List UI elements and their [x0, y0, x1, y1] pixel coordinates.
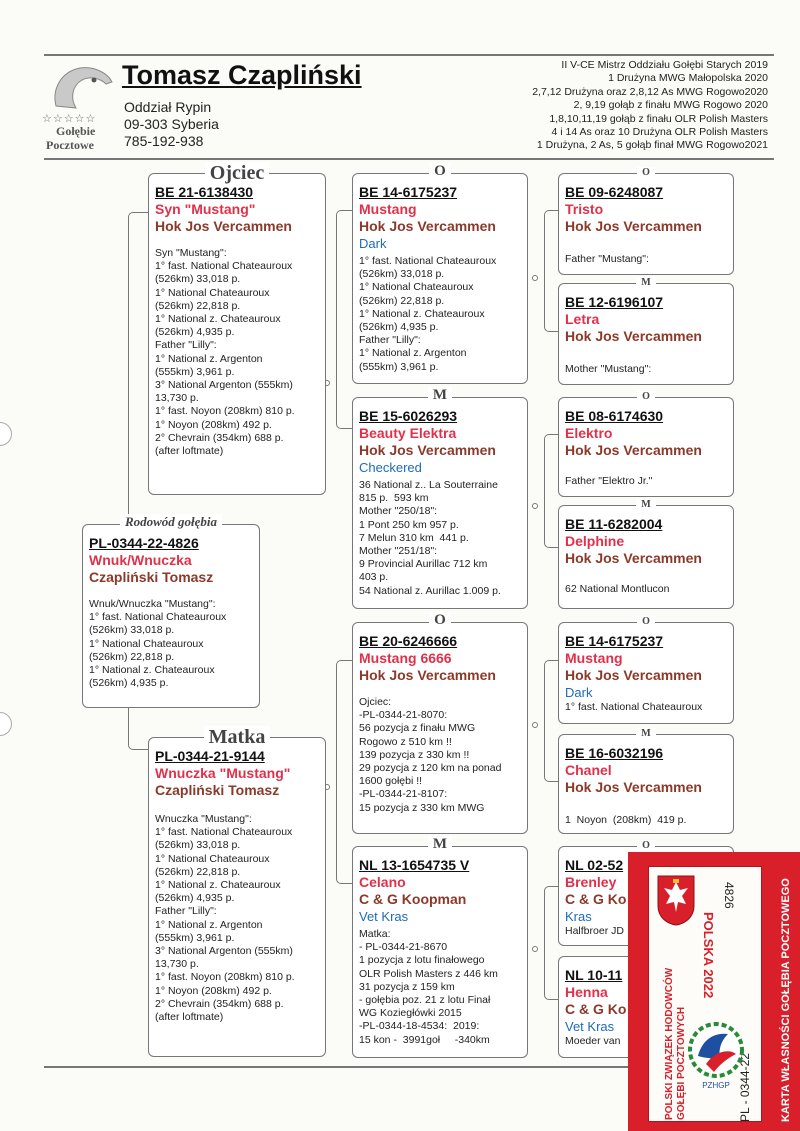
pigeon-ring: BE 20-6246666 [359, 633, 458, 649]
pigeon-ring: BE 14-6175237 [359, 184, 458, 200]
connector-father [336, 210, 353, 429]
pigeon-ring: BE 11-6282004 [565, 516, 663, 532]
pigeon-name: Mustang 6666 [359, 650, 452, 666]
pigeon-breeder: Hok Jos Vercammen [359, 218, 496, 234]
pigeon-breeder: C & G Ko [565, 891, 627, 907]
pigeon-notes: 1 Noyon (208km) 419 p. [565, 814, 687, 826]
grandparent-card [352, 387, 528, 609]
achievement: 4 i 14 As oraz 10 Drużyna OLR Polish Masters [551, 126, 768, 139]
sex-label: M [636, 277, 655, 288]
achievement: II V-CE Mistrz Oddziału Gołębi Starych 2019 [561, 59, 768, 71]
sex-label: M [636, 499, 655, 510]
subject-card [82, 514, 260, 708]
achievements-list [532, 59, 768, 153]
great-grandparent-card [558, 167, 734, 275]
subject-notes: Wnuk/Wnuczka "Mustang": 1° fast. National Chateauroux (526km) 33,018 p. 1° National Chateauroux (526km) 22,818 p. 1° National z. Chateauroux (526km) 4,935 p. [89, 598, 227, 690]
polish-eagle-emblem [656, 874, 696, 926]
pigeon-ring: BE 08-6174630 [565, 408, 664, 424]
sex-label: M [428, 836, 452, 852]
ownership-card [628, 852, 800, 1131]
pigeon-notes: Matka: - PL-0344-21-8670 1 pozycja z lotu finałowego OLR Polish Masters z 446 km 31 pozycja z 159 km - gołębia poz. 21 z lotu Finał WG Koziegłówki 2015 -PL-0344-18-4534: 2019: 15 kon - 3991goł -340km [359, 928, 498, 1046]
sex-label: M [636, 728, 655, 739]
pigeon-name: Chanel [565, 762, 612, 778]
father-card [148, 162, 326, 495]
pigeon-notes: 1° fast. National Chateauroux (526km) 33,018 p. 1° National Chateauroux (526km) 22,818 p. 1° National z. Chateauroux (526km) 4,935 p. Father "Lilly": 1° National z. Argenton (555km) 3,961 p. [359, 255, 497, 373]
subject-name: Wnuk/Wnuczka [89, 552, 192, 568]
punch-hole-bottom [0, 712, 12, 736]
pigeon-notes: Father "Elektro Jr." [565, 475, 653, 487]
logo-stars: ☆☆☆☆☆ [42, 113, 97, 125]
father-notes: Syn "Mustang": 1° fast. National Chateauroux (526km) 33,018 p. 1° National Chateauroux (526km) 22,818 p. 1° National z. Chateauroux (526km) 4,935 p. Father "Lilly": 1° National z. Argenton (555km) 3,961 p. 3° National Argenton (555km) 13,730 p. 1° fast. Noyon (208km) 810 p. 1° Noyon (208km) 492 p. 2° Chevrain (354km) 688 p. (after loftmate) [155, 247, 295, 458]
pigeon-breeder: Hok Jos Vercammen [565, 667, 702, 683]
address-line-1: Oddział Rypin [124, 99, 212, 115]
pigeon-breeder: C & G Koopman [359, 891, 467, 907]
sex-label: O [429, 163, 451, 179]
mother-card [148, 726, 326, 1057]
pigeon-ring: BE 09-6248087 [565, 184, 664, 200]
pigeon-name: Mustang [565, 650, 623, 666]
mother-ring: PL-0344-21-9144 [155, 748, 265, 764]
pigeon-breeder: Hok Jos Vercammen [565, 218, 702, 234]
achievement: 2, 9,19 gołąb z finału MWG Rogowo 2020 [573, 99, 768, 112]
card-number: 4826 [722, 882, 736, 909]
logo-text-line1: Gołębie [56, 124, 96, 138]
pigeon-name: Tristo [565, 201, 604, 217]
sex-label: O [637, 616, 655, 627]
mother-label: Matka [204, 726, 271, 748]
pigeon-color: Vet Kras [565, 1019, 615, 1034]
pigeon-ring: BE 15-6026293 [359, 408, 458, 424]
great-grandparent-card [558, 616, 734, 724]
sex-label: O [637, 167, 655, 178]
pigeon-ring: NL 13-1654735 V [359, 857, 470, 873]
pigeon-notes: Halfbroer JD [565, 925, 624, 937]
pigeon-name: Henna [565, 984, 608, 1000]
pigeon-notes: Moeder van [565, 1035, 621, 1047]
card-ring-number: PL - 0344-22 [738, 1053, 752, 1122]
pigeon-notes: Father "Mustang": [565, 253, 649, 265]
header-bottom-rule [44, 158, 774, 160]
pigeon-ring: NL 02-52 [565, 857, 624, 873]
father-breeder: Hok Jos Vercammen [155, 218, 292, 234]
pigeon-name: Celano [359, 874, 406, 890]
phone-number: 785-192-938 [124, 133, 204, 149]
connector-mother [336, 660, 353, 884]
grandparent-card [352, 836, 528, 1058]
svg-text:PZHGP: PZHGP [702, 1081, 730, 1090]
grandparent-card [352, 612, 528, 834]
subject-ring: PL-0344-22-4826 [89, 535, 199, 551]
mother-breeder: Czapliński Tomasz [155, 782, 280, 798]
pigeon-breeder: Hok Jos Vercammen [565, 779, 702, 795]
connector-dot [532, 275, 538, 281]
card-side-title: KARTA WŁASNOŚCI GOŁĘBIA POCZTOWEGO [780, 878, 792, 1122]
pzhgp-logo-icon [684, 1014, 748, 1092]
pigeon-name: Elektro [565, 425, 613, 441]
pigeon-breeder: Hok Jos Vercammen [359, 442, 496, 458]
father-ring: BE 21-6138430 [155, 184, 254, 200]
mother-notes: Wnuczka "Mustang": 1° fast. National Chateauroux (526km) 33,018 p. 1° National Chateauroux (526km) 22,818 p. 1° National z. Chateauroux (526km) 4,935 p. Father "Lilly": 1° National z. Argenton (555km) 3,961 p. 3° National Argenton (555km) 13,730 p. 1° fast. Noyon (208km) 810 p. 1° Noyon (208km) 492 p. 2° Chevrain (354km) 688 p. (after loftmate) [155, 813, 295, 1024]
pigeon-breeder: Hok Jos Vercammen [359, 667, 496, 683]
punch-hole-top [0, 422, 12, 446]
address-line-2: 09-303 Syberia [124, 116, 219, 132]
pigeon-notes: Mother "Mustang": [565, 363, 652, 375]
pigeon-color: Vet Kras [359, 909, 409, 924]
subject-label: Rodowód gołębia [120, 514, 222, 529]
breeder-address [124, 99, 219, 150]
pigeon-notes: 36 National z.. La Souterraine 815 p. 593 km Mother "250/18": 1 Pont 250 km 957 p. 7 Melun 310 km 441 p. Mother "251/18": 9 Provincial Aurillac 712 km 403 p. 54 National z. Aurillac 1.009 p. [359, 479, 501, 597]
father-name: Syn "Mustang" [155, 201, 256, 217]
pigeon-name: Letra [565, 311, 600, 327]
pigeon-name: Beauty Elektra [359, 425, 457, 441]
pigeon-ring: BE 16-6032196 [565, 745, 664, 761]
breeder-name: Tomasz Czapliński [122, 60, 362, 90]
pigeon-ring: BE 12-6196107 [565, 294, 664, 310]
pigeon-breeder: C & G Ko [565, 1001, 627, 1017]
connector-dot [532, 722, 538, 728]
sex-label: O [429, 612, 451, 628]
achievement: 2,7,12 Drużyna oraz 2,8,12 As MWG Rogowo2020 [532, 85, 768, 98]
header-top-rule [44, 54, 774, 56]
pigeon-notes: Ojciec: -PL-0344-21-8070: 56 pozycja z finału MWG Rogowo z 510 km !! 139 pozycja z 330 km !! 29 pozycja z 120 km na ponad 1600 gołębi !! -PL-0344-21-8107: 15 pozycja z 330 km MWG [359, 696, 502, 814]
eagle-icon [656, 874, 696, 926]
association-name: POLSKI ZWIĄZEK HODOWCÓW GOŁĘBI POCZTOWYCH [664, 967, 687, 1120]
connector-dot [532, 503, 538, 509]
pigeon-color: Checkered [359, 460, 422, 475]
connector-dot [532, 946, 538, 952]
pigeon-breeder: Hok Jos Vercammen [565, 328, 702, 344]
association-emblem [684, 1014, 748, 1092]
achievement: 1 Drużyna MWG Małopolska 2020 [608, 72, 768, 85]
sex-label: M [428, 387, 452, 403]
pigeon-notes: 1° fast. National Chateauroux [565, 701, 703, 713]
father-label: Ojciec [205, 162, 269, 184]
achievement: 1 Drużyna, 2 As, 5 gołąb finał MWG Rogowo2021 [536, 139, 768, 152]
sex-label: O [637, 391, 655, 402]
pigeon-ring: NL 10-11 [565, 967, 623, 983]
achievement: 1,8,10,11,19 gołąb z finału OLR Polish Masters [549, 112, 768, 125]
great-grandparent-card [558, 391, 734, 497]
card-year-label: POLSKA 2022 [701, 912, 716, 999]
great-grandparent-card [558, 728, 734, 834]
pigeon-color: Dark [359, 236, 387, 251]
subject-owner: Czapliński Tomasz [89, 569, 214, 585]
pigeon-head-icon [42, 60, 118, 112]
great-grandparent-card [558, 277, 734, 385]
pigeon-breeder: Hok Jos Vercammen [565, 550, 702, 566]
grandparent-card [352, 163, 528, 384]
pigeon-notes: 62 National Montlucon [565, 583, 670, 595]
mother-name: Wnuczka "Mustang" [155, 765, 291, 781]
pigeon-name: Brenley [565, 874, 617, 890]
sex-label: O [637, 840, 655, 851]
great-grandparent-card [558, 499, 734, 609]
pigeon-color: Kras [565, 909, 592, 924]
logo-text-line2: Pocztowe [46, 138, 94, 152]
pigeon-ring: BE 14-6175237 [565, 633, 664, 649]
pigeon-name: Mustang [359, 201, 417, 217]
pigeon-name: Delphine [565, 533, 625, 549]
pigeon-breeder: Hok Jos Vercammen [565, 442, 702, 458]
pigeon-color: Dark [565, 685, 593, 700]
logo [42, 60, 118, 152]
